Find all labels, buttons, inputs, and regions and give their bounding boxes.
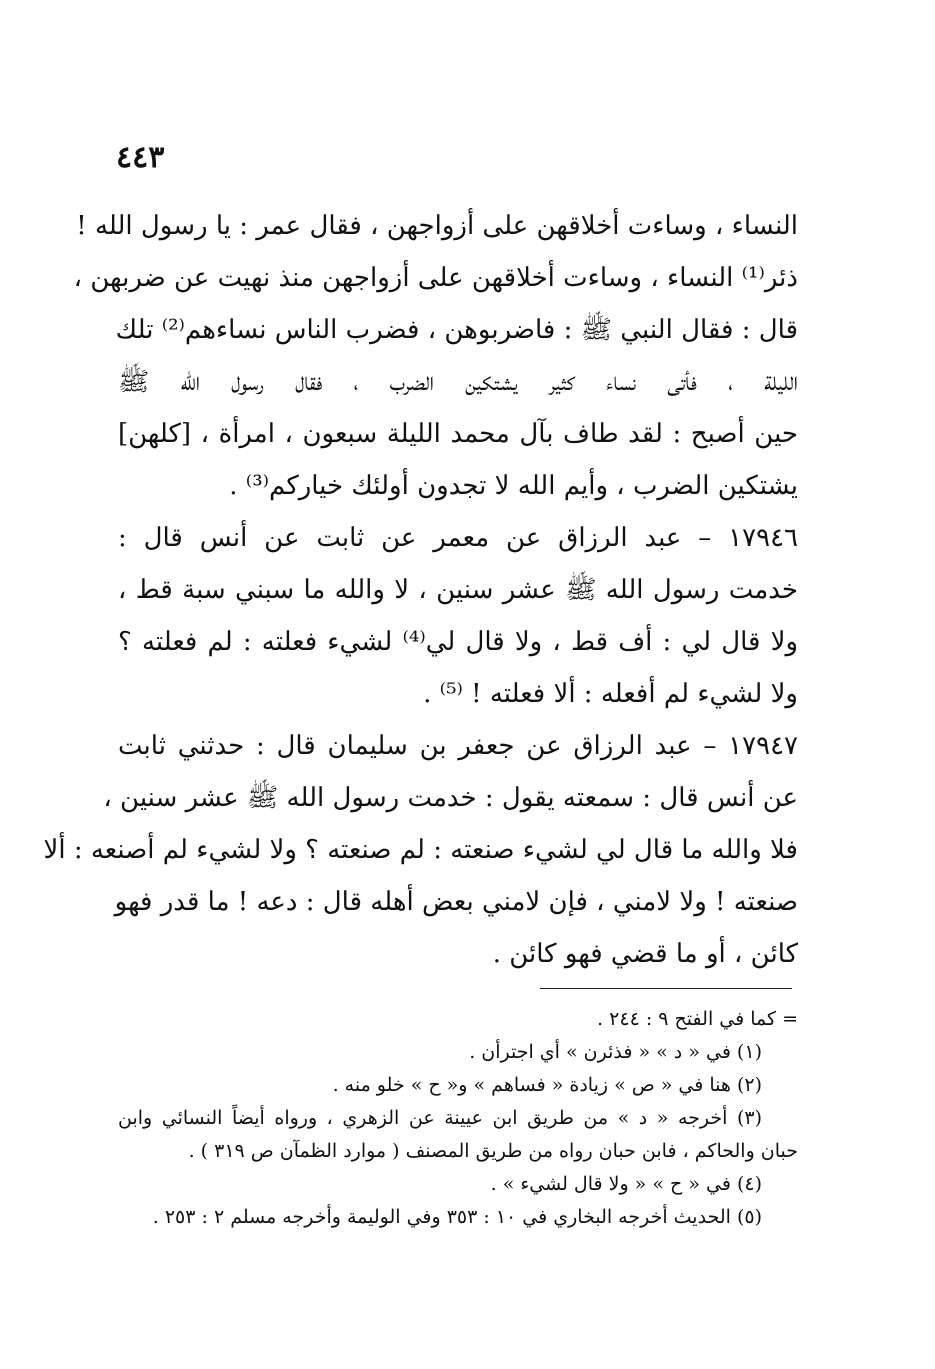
text-line: ذئر⁽¹⁾ النساء ، وساءت أخلاقهن على أزواجهن منذ نهيت عن ضربهن ،: [73, 263, 798, 293]
text-line: ١٧٩٤٧ – عبد الرزاق عن جعفر بن سليمان قال : حدثني ثابت: [118, 731, 798, 761]
text-line: فلا والله ما قال لي لشيء صنعته : لم صنعته ؟ ولا لشيء لم أصنعه : ألا: [43, 835, 798, 865]
text-line: ولا قال لي : أف قط ، ولا قال لي⁽⁴⁾ لشيء فعلته : لم فعلته ؟: [118, 627, 799, 657]
text-line: قال : فقال النبي ﷺ : فاضربوهن ، فضرب الناس نساءهم⁽²⁾ تلك: [115, 315, 798, 345]
text-line: كائن ، أو ما قضي فهو كائن .: [492, 939, 798, 969]
footnote-3-continued: حبان والحاكم ، فابن حبان رواه من طريق المصنف ( موارد الظمآن ص ٣١٩ ) .: [188, 1140, 798, 1162]
text-line: حين أصبح : لقد طاف بآل محمد الليلة سبعون ، امرأة ، [كلهن]: [118, 419, 798, 449]
text-line: ولا لشيء لم أفعله : ألا فعلته ! ⁽⁵⁾ .: [423, 679, 798, 709]
footnote-4: (٤) في « ح » « ولا قال لشيء » .: [490, 1173, 762, 1195]
hadith-17947: [43, 720, 798, 980]
footnote-divider: [540, 988, 792, 989]
text-line: عن أنس قال : سمعته يقول : خدمت رسول الله ﷺ عشر سنين ،: [103, 783, 798, 813]
text-line: ١٧٩٤٦ – عبد الرزاق عن معمر عن ثابت عن أنس قال :: [118, 523, 798, 553]
text-line: الليلة ، فأتى نساء كثير يشتكين الضرب ، فقال رسول الله ﷺ: [118, 367, 798, 397]
footnote-continuation: = كما في الفتح ٩ : ٢٤٤ .: [597, 1008, 798, 1030]
footnotes: [118, 1003, 798, 1234]
text-line: خدمت رسول الله ﷺ عشر سنين ، لا والله ما سبني سبة قط ،: [118, 575, 798, 605]
hadith-17946: [118, 512, 798, 720]
paragraph-1: [73, 200, 798, 512]
footnote-1: (١) في « د » « فذئرن » أي اجترأن .: [469, 1041, 762, 1063]
text-line: النساء ، وساءت أخلاقهن على أزواجهن ، فقال عمر : يا رسول الله !: [76, 211, 798, 241]
page-number: ٤٤٣: [116, 140, 165, 175]
footnote-3: (٣) أخرجه « د » من طريق ابن عيينة عن الزهري ، ورواه أيضاً النسائي وابن: [118, 1107, 762, 1129]
text-line: صنعته ! ولا لامني ، فإن لامني بعض أهله قال : دعه ! ما قدر فهو: [114, 887, 798, 917]
text-line: يشتكين الضرب ، وأيم الله لا تجدون أولئك خياركم⁽³⁾ .: [229, 471, 798, 501]
footnote-5: (٥) الحديث أخرجه البخاري في ١٠ : ٣٥٣ وفي الوليمة وأخرجه مسلم ٢ : ٢٥٣ .: [152, 1206, 762, 1228]
footnote-2: (٢) هنا في « ص » زيادة « فساهم » و« ح » خلو منه .: [332, 1074, 762, 1096]
